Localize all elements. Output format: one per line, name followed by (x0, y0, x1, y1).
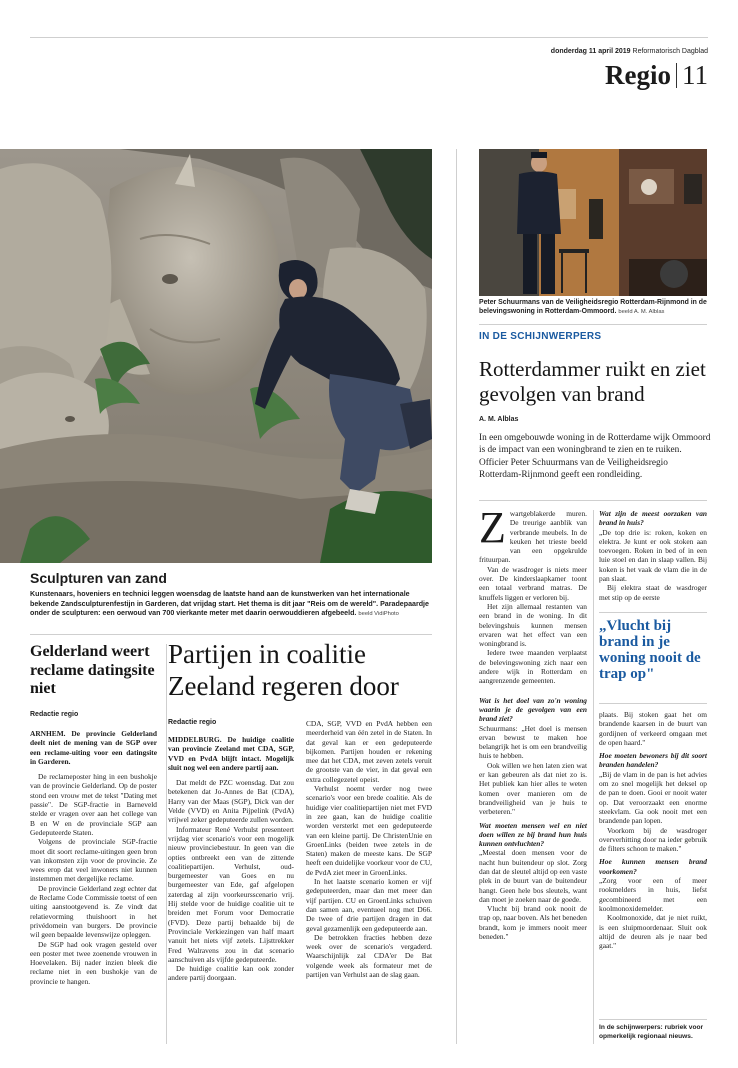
right-story-headline: Rotterdammer ruikt en ziet gevolgen van brand (479, 357, 706, 406)
right-story-col2-top (599, 509, 707, 602)
right-story-byline: A. M. Alblas (479, 416, 519, 423)
rubric-note: In de schijnwerpers: rubriek voor opmerkelijk regionaal nieuws. (599, 1024, 704, 1040)
answer-paragraph: „Meestal doen mensen voor de nacht hun buitendeur op slot. Zorg dan dat de sleutel altijd op een vaste plek in de buurt van de buitendeur hangt. Geen hele bos sleutels, want dan moet je zoeken naar de goede. (479, 848, 587, 904)
center-story-lead: MIDDELBURG. De huidige coalitie van provincie Zeeland met CDA, SGP, VVD en PvdA blijft intact. Mogelijk sluit nog wel een andere partij aan. (168, 735, 294, 772)
pullquote-rule-bottom (599, 703, 707, 704)
left-story-byline: Redactie regio (30, 711, 79, 718)
right-inner-divider (593, 510, 594, 1044)
center-story-paragraph: De betrokken fracties hebben deze week over de scenario's vergaderd. Waarschijnlijk zal CDA'er De Bat volgende week als formateur met de partijen van Verhulst aan de slag gaan. (306, 932, 432, 980)
page-number: 11 (682, 60, 708, 90)
center-story-byline: Redactie regio (168, 719, 217, 726)
section-kicker: IN DE SCHIJNWERPERS (479, 331, 602, 342)
center-story-headline: Partijen in coalitie Zeeland regeren door (168, 639, 399, 701)
answer-paragraph: Vlucht bij brand ook nooit de trap op, naar boven. Als het beneden brandt, kom je immers nooit meer beneden." (479, 904, 587, 942)
right-story-paragraph: Het zijn allemaal restanten van een brand in de woning. In dit belevingshuis kunnen mensen ervaren wat het effect van een woningbrand is. (479, 601, 587, 649)
answer-paragraph: „De top drie is: roken, koken en elektra. Je kunt er ook stoken aan toevoegen. Roken in bed of in een luie stoel en dan in slaap vallen. Bij koken is het vaak de vlam die in de pan slaat. (599, 527, 707, 584)
officer-caption-text: Peter Schuurmans van de Veiligheidsregio Rotterdam-Rijnmond in de belevingswoning in Rotterdam-Ommoord. (479, 299, 707, 316)
top-rule (30, 37, 708, 38)
section-divider (676, 63, 677, 88)
section-title: Regio (605, 60, 671, 90)
paper-name: Reformatorisch Dagblad (632, 48, 708, 55)
sand-sculpture-photo (0, 149, 432, 563)
left-story-body (30, 729, 157, 986)
question-heading: Hoe kunnen mensen brand voorkomen? (599, 857, 707, 876)
center-story-paragraph: De huidige coalitie kan ook zonder andere partij doorgaan. (168, 964, 294, 983)
center-story-paragraph: CDA, SGP, VVD en PvdA hebben een meerderheid van één zetel in de Staten. In dat geval kan er een gedeputeerde bijkomen. Partijen houden er rekening mee dat het CDA, met zeven zetels veruit de grootste van de vier, in dat geval een extra collegezetel opeist. (306, 719, 432, 784)
answer-paragraph: „Bij de vlam in de pan is het advies om zo snel mogelijk het deksel op de pan te doen. Gooi er nooit water op. Dat veroorzaakt een enorme steekvlam. Ga ook nooit met een brandende pan lopen. (599, 769, 707, 826)
sculpture-caption-title: Sculpturen van zand (30, 570, 167, 586)
sculpture-photo-credit: beeld VidiPhoto (358, 611, 399, 618)
left-story-lead: ARNHEM. De provincie Gelderland deelt niet de mening van de SGP over een reclame-uiting voor een datingsite in Garderen. (30, 729, 157, 766)
right-story-paragraph: Iedere twee maanden verplaatst de belevingswoning zich naar een andere wijk in Rotterdam en aangrenzende gemeenten. (479, 648, 587, 686)
column-divider (166, 644, 167, 1044)
question-heading: Hoe moeten bewoners bij dit soort branden handelen? (599, 751, 707, 770)
officer-photo-caption (479, 298, 707, 318)
left-story-paragraph: De provincie Gelderland zegt echter dat de Reclame Code Commissie toetst of een uiting aanstootgevend is. Ze vindt dat relatievorming thuishoort in het privédomein van burgers. De provincie wil geen bepaalde levenswijze opleggen. (30, 883, 157, 940)
answer-paragraph: Koolmonoxide, dat je niet ruikt, is een sluipmoordenaar. Sluit ook altijd de deuren als je naar bed gaat." (599, 913, 707, 951)
pull-quote: „Vlucht bij brand in je woning nooit de trap op" (599, 618, 701, 682)
answer-paragraph: „Zorg voor een of meer rookmelders in huis, liefst gecombineerd met een koolmonoxidemelder. (599, 876, 707, 913)
center-story-col1 (168, 735, 294, 983)
sculpture-caption (30, 590, 432, 620)
right-story-col1 (479, 503, 587, 942)
officer-photo-credit: beeld A. M. Alblas (618, 309, 665, 316)
center-story-col2 (306, 719, 432, 979)
right-story-first-paragraph: wartgeblakerde muren. De treurige aanblik van verbrande meubels. In de keuken het trieste beeld van een opgekrulde frituurpan. (479, 509, 587, 565)
answer-paragraph: plaats. Bij stoken gaat het om brandende kaarsen in de buurt van gordijnen of verkeerd omgaan met de open haard." (599, 710, 707, 747)
left-story-paragraph: Volgens de provinciale SGP-fractie moet dit soort reclame-uitingen geen bron van inkomsten zijn voor de provincie. Ze wees erop dat veel inwoners niet kunnen instemmen met dergelijke reclame. (30, 837, 157, 884)
right-story-intro: In een omgebouwde woning in de Rotterdame wijk Ommoord is de impact van een woningbrand te zien en te ruiken. Officier Peter Schuurmans van de Veiligheidsregio Rotterdam-Rijnmond geeft een rondleiding. (479, 433, 711, 481)
answer-paragraph: Bij elektra staat de wasdroger met stip op de eerste (599, 583, 707, 602)
intro-rule (479, 500, 707, 501)
officer-photo (479, 149, 707, 296)
left-story-paragraph: De reclameposter hing in een bushokje van de provincie Gelderland. Op de poster stond een vrouw met de tekst "Dating met passie". De SGP-fractie in Barneveld stelde er vragen over aan het college van B en W en de provinciale SGP aan Gedeputeerde Staten. (30, 772, 157, 837)
section-header (605, 60, 708, 91)
kicker-rule (479, 324, 707, 325)
right-story-paragraph: Van de wasdroger is niets meer over. De kinderslaapkamer toont een totaal verbrand matras. De knuffels liggen er verloren bij. (479, 564, 587, 602)
center-story-paragraph: Informateur René Verhulst presenteert vrijdag vier scenario's voor een mogelijk nieuw provinciebestuur. In geen van die opties ontbreekt een van de zittende coalitiepartijen. Verhulst, oud-burgemeester van Goes en nu burgemeester van Ede, gaf afgelopen zaterdag al zijn voorkeursscenario vrij. Hij stelde voor de huidige coalitie uit te breiden met Forum voor Democratie (FVD). Deze partij behaalde bij de Provinciale Verkiezingen van half maart vanuit het niets vijf zetels. Lijsttrekker Fred Walravens zou in dat scenario aanschuiven als vijfde gedeputeerde. (168, 824, 294, 964)
footer-rule (599, 1019, 707, 1020)
drop-cap: Z (479, 503, 506, 552)
answer-paragraph: Voorkom bij de wasdroger oververhitting door na ieder gebruik de filters schoon te maken." (599, 825, 707, 854)
right-story-col2-bottom (599, 710, 707, 950)
answer-paragraph: Schuurmans: „Het doel is mensen ervan bewust te maken hoe belangrijk het is om een brandveilig huis te hebben. (479, 723, 587, 761)
center-story-paragraph: Verhulst noemt verder nog twee scenario's voor een brede coalitie. Als de huidige vier coalitiepartijen niet met FVD in zee gaan, kan de huidige coalitie worden versterkt met een gedeputeerde van een kleine partij. De ChristenUnie en GroenLinks (beiden twee zetels in de Staten) maken de meeste kans. De SGP heeft een duidelijke voorkeur voor de CU, de PvdA ziet meer in GroenLinks. (306, 784, 432, 877)
section-rule (30, 634, 432, 635)
right-column-divider (456, 149, 457, 1044)
question-heading: Wat moeten mensen wel en niet doen willen ze bij brand hun huis kunnen ontvluchten? (479, 820, 587, 849)
question-heading: Wat is het doel van zo'n woning waarin je de gevolgen van een brand ziet? (479, 695, 587, 724)
question-heading: Wat zijn de meest oorzaken van brand in huis? (599, 509, 707, 528)
issue-date: donderdag 11 april 2019 (550, 48, 631, 55)
sculpture-caption-text: Kunstenaars, hoveniers en technici leggen woensdag de laatste hand aan de kunstwerken van het internationale bekende Zandsculpturenfestijn in Garderen, dat vrijdag start. Het thema is dit jaar "Reis om de wereld". Paradepaardje onder de sculpturen: een oerwoud van 700 vierkante meter met daarin oerwouddieren afgebeeld. (30, 590, 429, 618)
left-story-headline: Gelderland weert reclame datingsite niet (30, 643, 155, 697)
center-story-paragraph: In het laatste scenario komen er vijf gedeputeerden, maar dan met meer dan vijf partijen. CU en GroenLinks schuiven dan samen aan, eventueel nog met D66. De twee of drie partijen dragen in dat geval gezamenlijk een gedeputeerde aan. (306, 877, 432, 933)
left-story-paragraph: De SGP had ook vragen gesteld over een poster met twee zoenende vrouwen in Hoevelaken. Bij nader inzien bleek die reclame niet in een bushokje van de provincie te hangen. (30, 939, 157, 986)
center-story-paragraph: Dat meldt de PZC woensdag. Dat zou betekenen dat Jo-Annes de Bat (CDA), Harry van der Maas (SGP), Dick van der Velde (VVD) en Anita Pijpelink (PvdA) vrijwel zeker gedeputeerde zullen worden. (168, 778, 294, 825)
date-line (551, 48, 708, 55)
pullquote-rule-top (599, 612, 707, 613)
answer-paragraph: Ook willen we hen laten zien wat er kan gebeuren als dat niet zo is. Het publiek kan hier alles te weten komen over manieren om de brandveiligheid van je huis te verbeteren." (479, 760, 587, 817)
